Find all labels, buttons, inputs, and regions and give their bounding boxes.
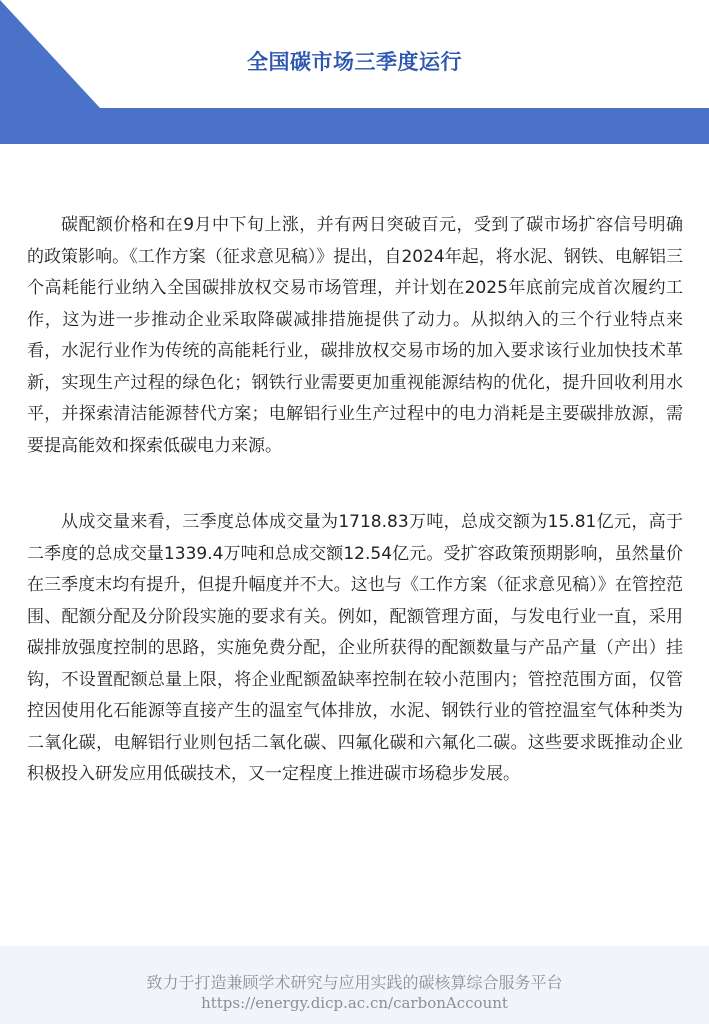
paragraph-trading-volume: 从成交量来看，三季度总体成交量为1718.83万吨，总成交额为15.81亿元，高于二季度的总成交量1339.4万吨和总成交额12.54亿元。受扩容政策预期影响，虽然量价在三季度末均有提升，但提升幅度并不大。这也与《工作方案（征求意见稿）》在管控范围、配额分配及分阶段实施的要求有关。例如，配额管理方面，与发电行业一直，采用碳排放强度控制的思路，实施免费分配，企业所获得的配额数量与产品产量（产出）挂钩，不设置配额总量上限，将企业配额盈缺率控制在较小范围内；管控范围方面，仅管控因使用化石能源等直接产生的温室气体排放，水泥、钢铁行业的管控温室气体种类为二氧化碳，电解铝行业则包括二氧化碳、四氟化碳和六氟化二碳。这些要求既推动企业积极投入研发应用低碳技术，又一定程度上推进碳市场稳步发展。 bbox=[27, 512, 683, 784]
header-bar bbox=[0, 108, 709, 144]
paragraph-policy: 碳配额价格和在9月中下旬上涨，并有两日突破百元，受到了碳市场扩容信号明确的政策影响。《工作方案（征求意见稿）》提出，自2024年起，将水泥、钢铁、电解铝三个高耗能行业纳入全国碳排放权交易市场管理，并计划在2025年底前完成首次履约工作，这为进一步推动企业采取降碳减排措施提供了动力。从拟纳入的三个行业特点来看，水泥行业作为传统的高能耗行业，碳排放权交易市场的加入要求该行业加快技术革新，实现生产过程的绿色化；钢铁行业需要更加重视能源结构的优化，提升回收利用水平，并探索清洁能源替代方案；电解铝行业生产过程中的电力消耗是主要碳排放源，需要提高能效和探索低碳电力来源。 bbox=[27, 215, 683, 456]
footer-url-link[interactable]: https://energy.dicp.ac.cn/carbonAccount bbox=[201, 994, 508, 1012]
footer-slogan: 致力于打造兼顾学术研究与应用实践的碳核算综合服务平台 bbox=[146, 973, 563, 992]
page-title: 全国碳市场三季度运行 bbox=[247, 50, 462, 74]
